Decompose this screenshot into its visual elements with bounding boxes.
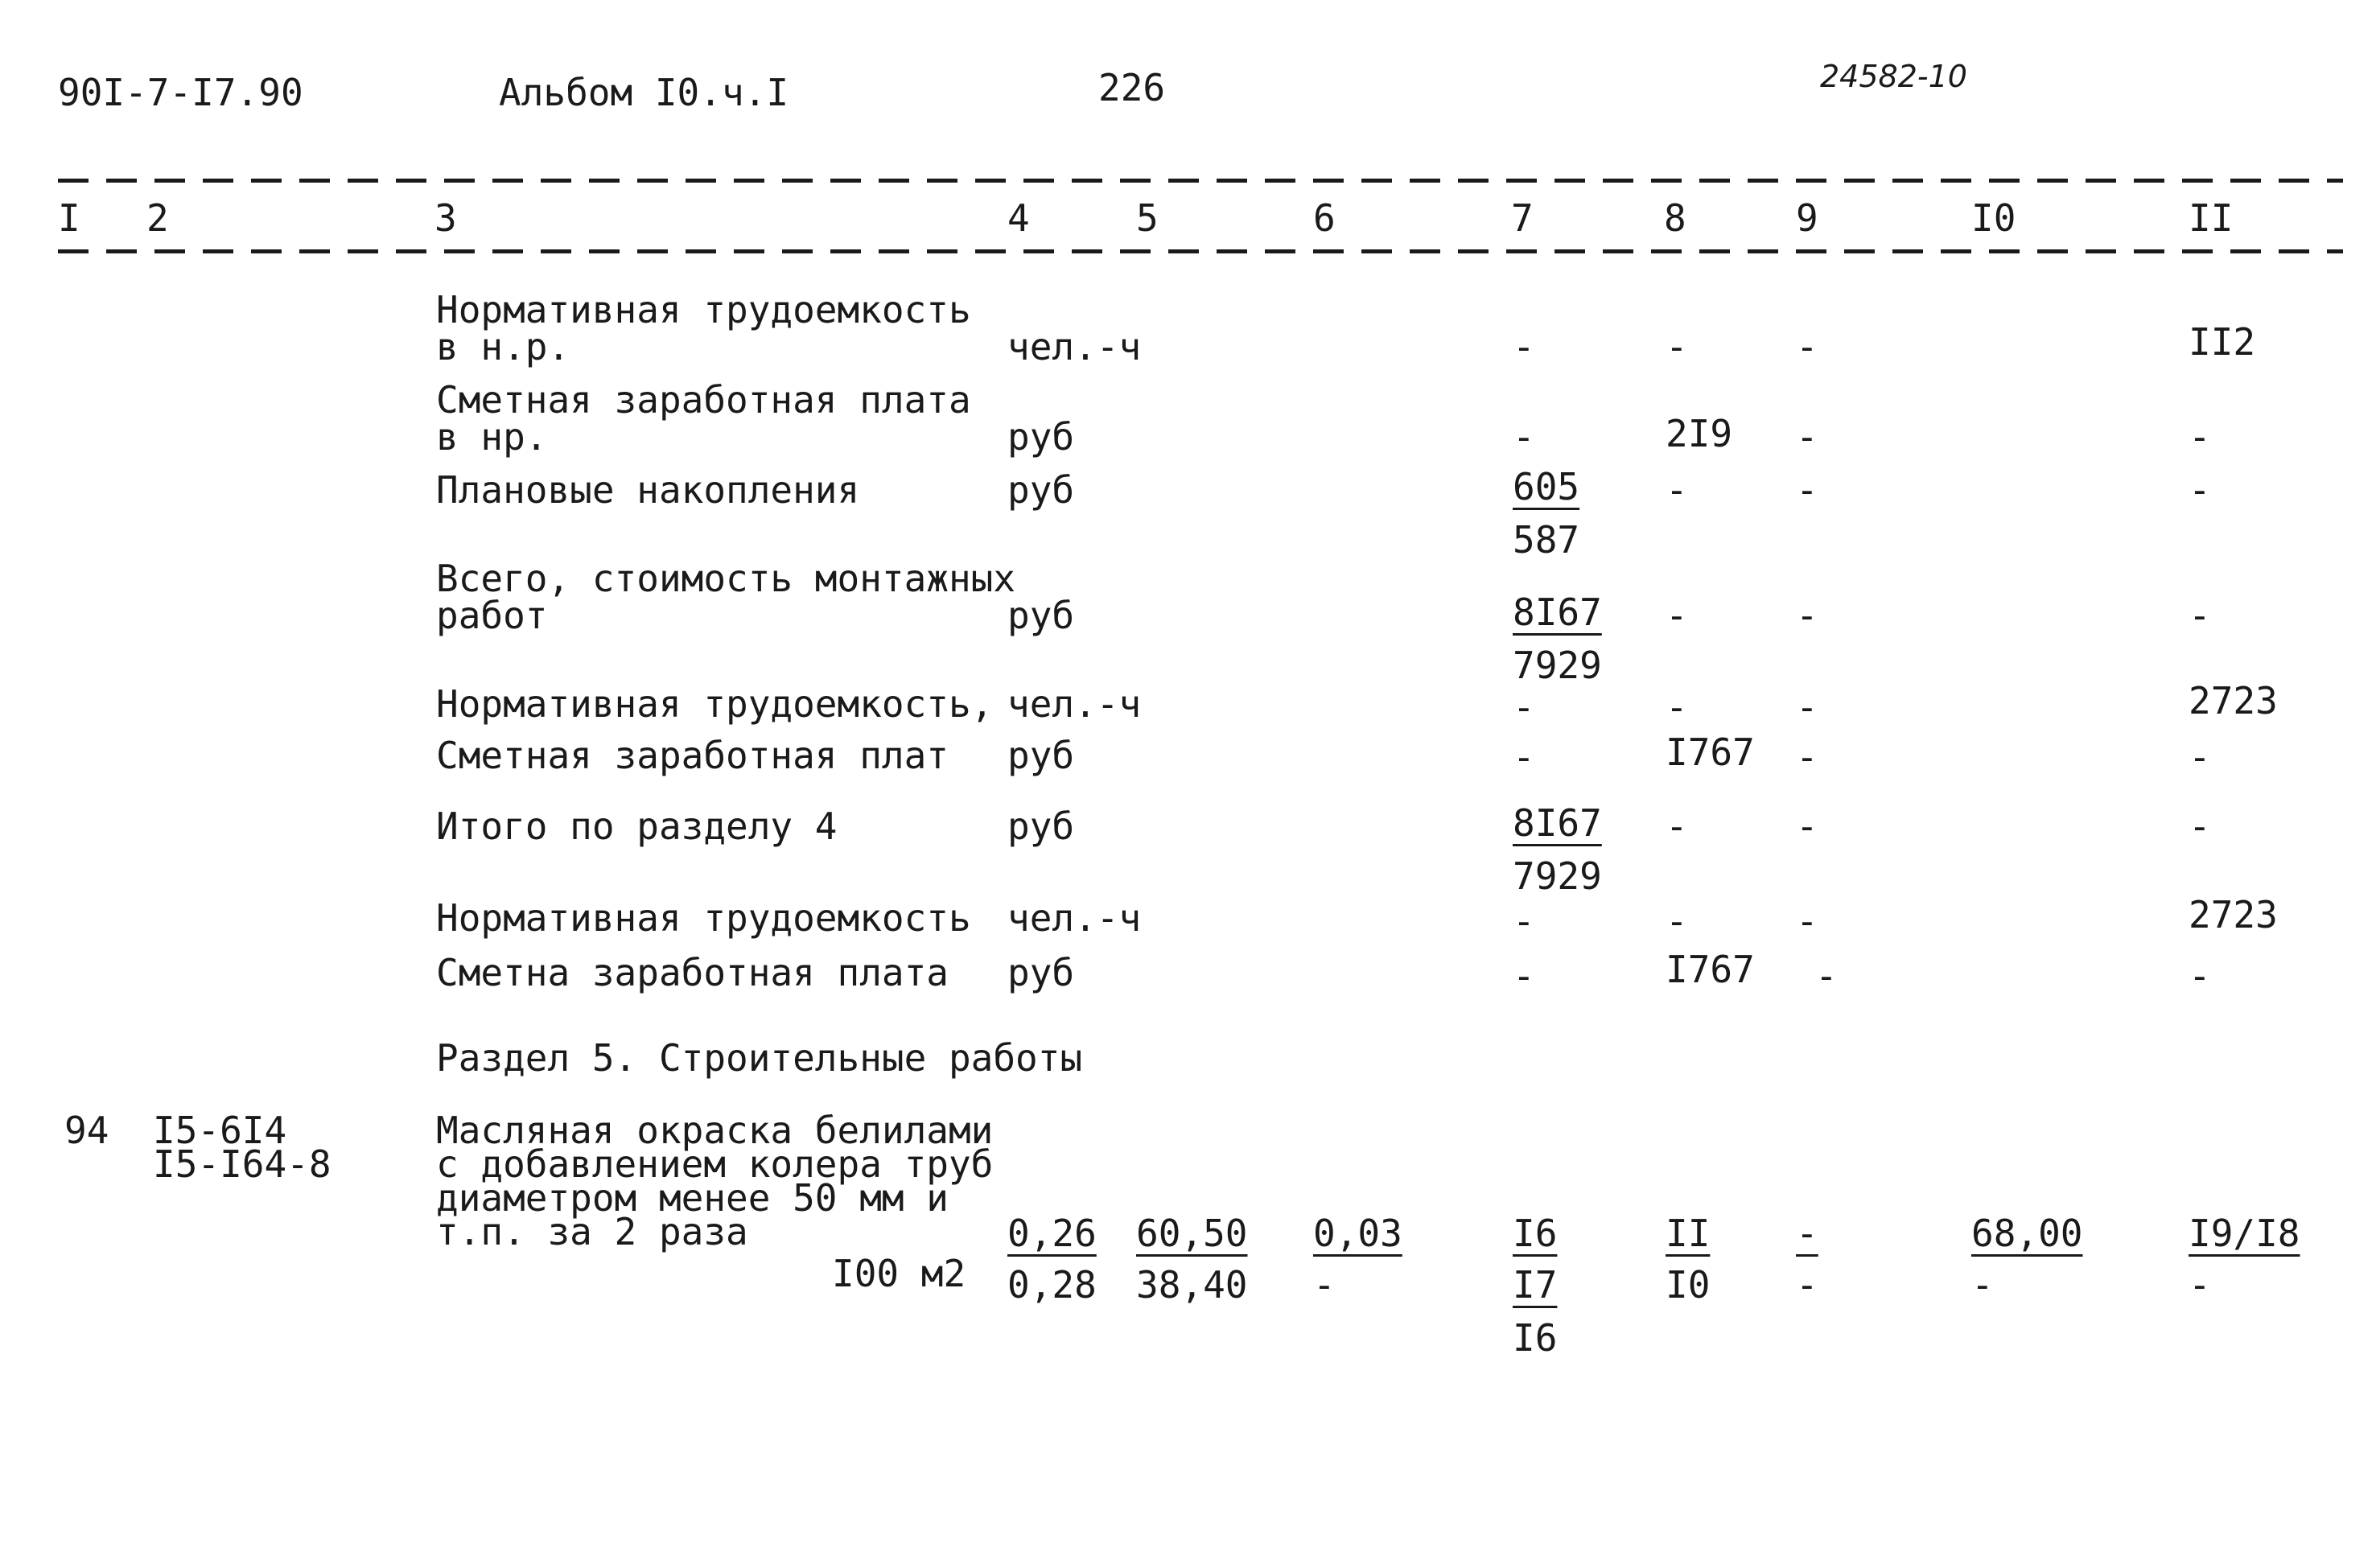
item-col9-top: -	[1796, 1212, 1818, 1255]
col-header-10: I0	[1971, 196, 2016, 240]
row-desc: Плановые накопления	[436, 468, 860, 512]
row-col7: -	[1513, 325, 1535, 368]
row-desc: в нр.	[436, 415, 548, 459]
item-col8-bottom: I0	[1666, 1263, 1711, 1307]
row-unit: руб	[1007, 415, 1075, 459]
col-header-6: 6	[1313, 196, 1336, 240]
item-desc: т.п. за 2 раза	[436, 1210, 748, 1253]
row-unit: руб	[1007, 468, 1075, 512]
row-desc: работ	[436, 594, 548, 637]
header-rule-top	[58, 179, 2343, 183]
row-desc: Нормативная трудоемкость,	[436, 682, 994, 726]
page-number: 226	[1098, 66, 1166, 109]
row-desc: Сметная заработная плат	[436, 734, 949, 777]
item-unit: I00 м2	[832, 1252, 966, 1295]
row-unit: чел.-ч	[1007, 682, 1142, 726]
row-col7: -	[1513, 415, 1535, 459]
row-unit: руб	[1007, 594, 1075, 637]
row-col7-bottom: 7929	[1513, 644, 1602, 687]
col-header-2: 2	[146, 196, 169, 240]
col-header-5: 5	[1136, 196, 1159, 240]
row-col11: -	[2189, 594, 2211, 637]
item-col5-bottom: 38,40	[1136, 1263, 1248, 1307]
item-col6-top: 0,03	[1313, 1212, 1402, 1255]
item-col4-top: 0,26	[1007, 1212, 1097, 1255]
album-label: Альбом I0.ч.I	[499, 71, 789, 114]
item-col9-bottom: -	[1796, 1263, 1818, 1307]
row-col11: II2	[2189, 320, 2256, 364]
item-number: 94	[64, 1109, 109, 1152]
row-col11: -	[2189, 805, 2211, 848]
row-col8: -	[1666, 325, 1688, 368]
row-col11: -	[2189, 468, 2211, 512]
row-unit: чел.-ч	[1007, 896, 1142, 940]
row-col7: -	[1513, 899, 1535, 943]
row-col9: -	[1796, 685, 1818, 729]
row-unit: чел.-ч	[1007, 325, 1142, 368]
row-col8: -	[1666, 468, 1688, 512]
row-col11: -	[2189, 415, 2211, 459]
row-col9: -	[1796, 594, 1818, 637]
row-col9: -	[1796, 899, 1818, 943]
doc-code: 90I-7-I7.90	[58, 71, 303, 114]
item-col10-bottom: -	[1971, 1263, 1994, 1307]
row-col8: I767	[1666, 730, 1755, 774]
col-header-1: I	[58, 196, 80, 240]
row-col9: -	[1815, 954, 1838, 998]
row-col8: -	[1666, 685, 1688, 729]
row-desc: Сметная заработная плата	[436, 378, 971, 422]
col-header-8: 8	[1664, 196, 1686, 240]
row-desc: Сметна заработная плата	[436, 951, 949, 994]
row-col7: -	[1513, 735, 1535, 779]
item-desc: диаметром менее 50 мм и	[436, 1176, 949, 1220]
col-header-3: 3	[434, 196, 457, 240]
row-col9: -	[1796, 805, 1818, 848]
item-code: I5-I64-8	[153, 1142, 331, 1186]
row-desc: в н.р.	[436, 325, 570, 368]
row-col7-bottom: 587	[1513, 518, 1580, 562]
row-col9: -	[1796, 468, 1818, 512]
item-col10-top: 68,00	[1971, 1212, 2083, 1255]
row-col8: -	[1666, 899, 1688, 943]
col-header-7: 7	[1511, 196, 1534, 240]
item-col11-top: I9/I8	[2189, 1212, 2300, 1255]
row-unit: руб	[1007, 951, 1075, 994]
item-desc: Масляная окраска белилами	[436, 1109, 994, 1152]
row-col11: 2723	[2189, 893, 2278, 936]
item-col7-top: I6	[1513, 1212, 1558, 1255]
item-col7-bottom: I6	[1513, 1316, 1558, 1360]
row-unit: руб	[1007, 805, 1075, 848]
col-header-9: 9	[1796, 196, 1818, 240]
row-col7: -	[1513, 685, 1535, 729]
row-col8: 2I9	[1666, 412, 1733, 455]
item-col7-middle: I7	[1513, 1263, 1558, 1307]
row-col7: -	[1513, 954, 1535, 998]
row-col11: 2723	[2189, 679, 2278, 722]
row-unit: руб	[1007, 734, 1075, 777]
item-col5-top: 60,50	[1136, 1212, 1248, 1255]
header-rule-bottom	[58, 249, 2343, 253]
row-col7-top: 8I67	[1513, 591, 1602, 634]
row-col7-top: 8I67	[1513, 801, 1602, 845]
section-title: Раздел 5. Строительные работы	[436, 1036, 1083, 1080]
row-col8: -	[1666, 594, 1688, 637]
registration-number: 24582-10	[1820, 59, 1967, 94]
item-desc: с добавлением колера труб	[436, 1142, 994, 1186]
row-desc: Нормативная трудоемкость	[436, 288, 971, 331]
item-col8-top: II	[1666, 1212, 1711, 1255]
row-col8: -	[1666, 805, 1688, 848]
item-col6-bottom: -	[1313, 1263, 1336, 1307]
row-col11: -	[2189, 735, 2211, 779]
row-col9: -	[1796, 415, 1818, 459]
row-desc: Всего, стоимость монтажных	[436, 557, 1016, 600]
item-col11-bottom: -	[2189, 1263, 2211, 1307]
row-col11: -	[2189, 954, 2211, 998]
item-code: I5-6I4	[153, 1109, 287, 1152]
row-col7-bottom: 7929	[1513, 854, 1602, 898]
row-col9: -	[1796, 735, 1818, 779]
row-col7-top: 605	[1513, 465, 1580, 508]
row-desc: Итого по разделу 4	[436, 805, 838, 848]
item-col4-bottom: 0,28	[1007, 1263, 1097, 1307]
row-col9: -	[1796, 325, 1818, 368]
col-header-11: II	[2189, 196, 2234, 240]
col-header-4: 4	[1007, 196, 1030, 240]
row-col8: I767	[1666, 948, 1755, 991]
row-desc: Нормативная трудоемкость	[436, 896, 971, 940]
